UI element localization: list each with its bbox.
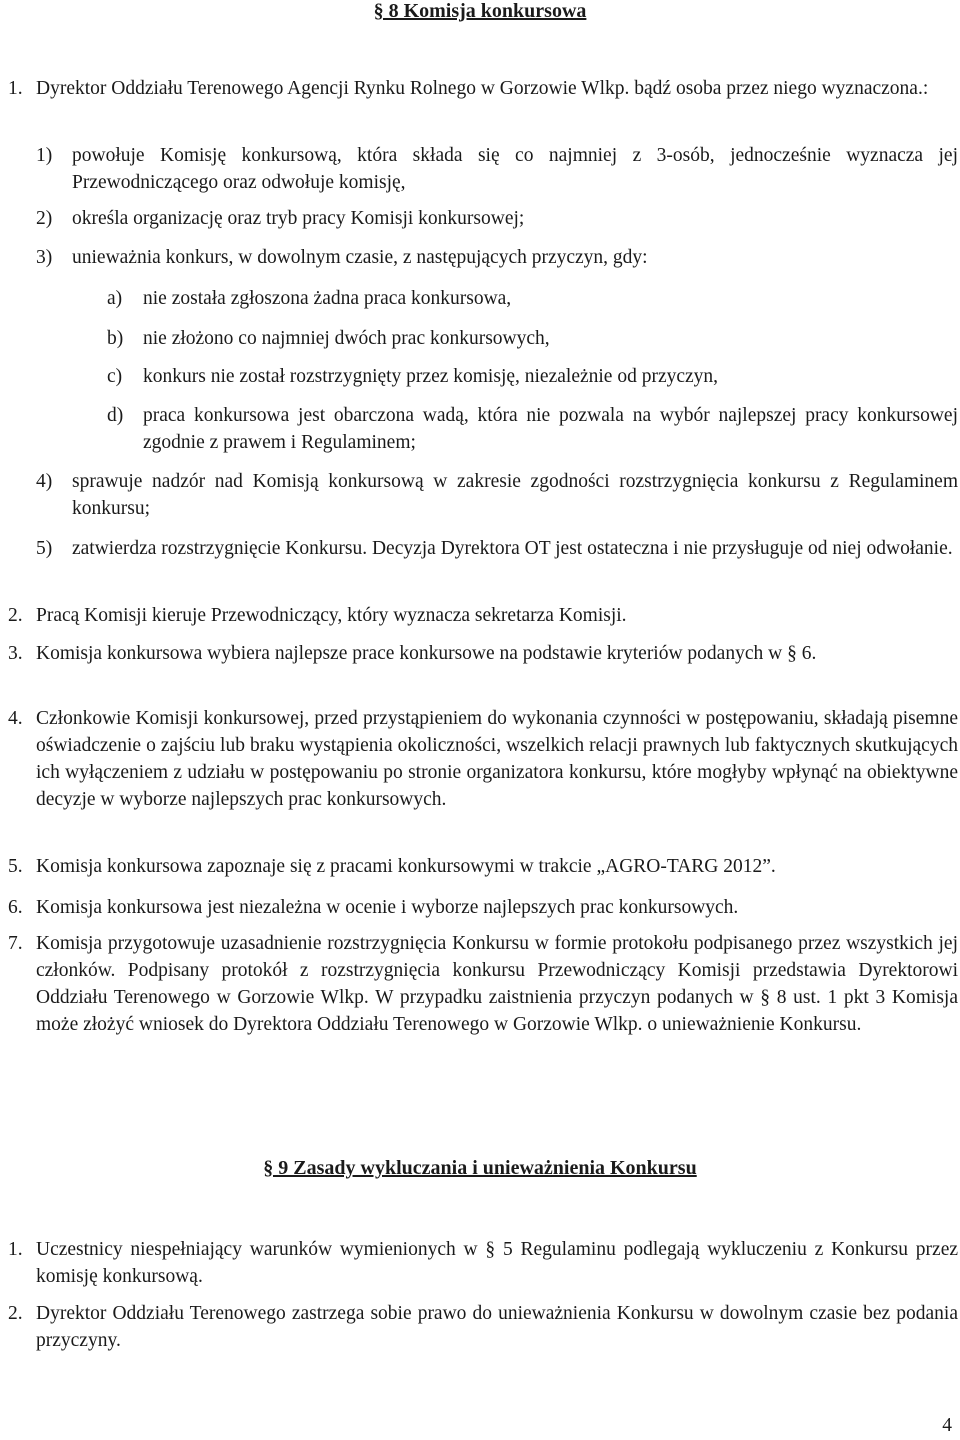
s8-item-6-number: 6. xyxy=(8,897,23,918)
s8-item-1-3-b-text: nie złożono co najmniej dwóch prac konkursowych, xyxy=(143,328,550,349)
s8-item-5-text: Komisja konkursowa zapoznaje się z pracami konkursowymi w trakcie „AGRO-TARG 2012”. xyxy=(36,856,776,877)
s8-item-1-1-text: powołuje Komisję konkursową, która składa się co najmniej z 3-osób, jednocześnie wyznacza jej Przewodniczącego oraz odwołuje komisję, xyxy=(72,145,958,193)
s9-item-1 xyxy=(8,1236,958,1290)
s8-item-1-3-c-text: konkurs nie został rozstrzygnięty przez komisję, niezależnie od przyczyn, xyxy=(143,366,719,387)
s8-item-4-text: Członkowie Komisji konkursowej, przed przystąpieniem do wykonania czynności w postępowaniu, składają pisemne oświadczenie o zajściu lub braku wystąpienia okoliczności, wszelkich relacji prawnych lub faktycznych skutkujących ich wyłączeniem z udziału w postępowaniu po stronie organizatora konkursu, które mogłyby wpłynąć na obiektywne decyzje w wyborze najlepszych prac konkursowych. xyxy=(36,708,958,810)
s8-item-3 xyxy=(8,640,958,667)
s8-item-5-number: 5. xyxy=(8,856,23,877)
s8-item-2-number: 2. xyxy=(8,605,23,626)
s8-item-1-5-number: 5) xyxy=(36,538,53,559)
s8-item-1-3-a-text: nie została zgłoszona żadna praca konkursowa, xyxy=(143,288,512,309)
s8-item-1-3-b-letter: b) xyxy=(107,328,124,349)
s9-item-2 xyxy=(8,1300,958,1354)
s8-item-4 xyxy=(8,705,958,813)
s8-item-1-3-d xyxy=(107,402,958,456)
s8-item-7-number: 7. xyxy=(8,933,23,954)
s9-item-2-text: Dyrektor Oddziału Terenowego zastrzega sobie prawo do unieważnienia Konkursu w dowolnym czasie bez podania przyczyny. xyxy=(36,1303,958,1351)
s9-item-1-number: 1. xyxy=(8,1239,23,1260)
s8-item-2 xyxy=(8,602,958,629)
s9-item-1-text: Uczestnicy niespełniający warunków wymienionych w § 5 Regulaminu podlegają wykluczeniu z Konkursu przez komisję konkursową. xyxy=(36,1239,958,1287)
s8-item-1-2-text: określa organizację oraz tryb pracy Komisji konkursowej; xyxy=(72,208,525,229)
s8-item-6-text: Komisja konkursowa jest niezależna w ocenie i wyborze najlepszych prac konkursowych. xyxy=(36,897,739,918)
s8-item-2-text: Pracą Komisji kieruje Przewodniczący, który wyznacza sekretarza Komisji. xyxy=(36,605,627,626)
s8-item-1-1 xyxy=(36,142,958,196)
s8-item-1-3-c-letter: c) xyxy=(107,366,123,387)
s8-item-1-4 xyxy=(36,468,958,522)
s8-item-1-3-b xyxy=(107,325,958,352)
s8-item-1-1-number: 1) xyxy=(36,145,53,166)
s8-item-7-text: Komisja przygotowuje uzasadnienie rozstrzygnięcia Konkursu w formie protokołu podpisanego przez wszystkich jej członków. Podpisany protokół z rozstrzygnięcia konkursu Przewodniczący Komisji przedstawia Dyrektorowi Oddziału Terenowego w Gorzowie Wlkp. W przypadku zaistnienia przyczyn podanych w § 8 ust. 1 pkt 3 Komisja może złożyć wniosek do Dyrektora Oddziału Terenowego w Gorzowie Wlkp. o unieważnienie Konkursu. xyxy=(36,933,958,1035)
page-number: 4 xyxy=(942,1415,952,1436)
s8-item-1-3-d-letter: d) xyxy=(107,405,124,426)
s8-item-1-3-c xyxy=(107,363,958,390)
s8-item-1-3-a xyxy=(107,285,958,312)
s8-item-1-3-text: unieważnia konkurs, w dowolnym czasie, z następujących przyczyn, gdy: xyxy=(72,247,648,268)
s8-item-1-3-d-text: praca konkursowa jest obarczona wadą, która nie pozwala na wybór najlepszej pracy konkursowej zgodnie z prawem i Regulaminem; xyxy=(143,405,958,453)
s8-item-1-4-text: sprawuje nadzór nad Komisją konkursową w zakresie zgodności rozstrzygnięcia konkursu z Regulaminem konkursu; xyxy=(72,471,958,519)
s8-item-1-text: Dyrektor Oddziału Terenowego Agencji Rynku Rolnego w Gorzowie Wlkp. bądź osoba przez niego wyznaczona.: xyxy=(36,78,929,99)
s8-item-1-number: 1. xyxy=(8,78,23,99)
s9-item-2-number: 2. xyxy=(8,1303,23,1324)
s8-item-1 xyxy=(8,75,958,102)
s8-item-1-3-a-letter: a) xyxy=(107,288,123,309)
s8-item-1-3-number: 3) xyxy=(36,247,53,268)
s8-item-1-3 xyxy=(36,244,958,271)
s8-item-6 xyxy=(8,894,958,921)
section-8-heading: § 8 Komisja konkursowa xyxy=(373,0,587,22)
s8-item-7 xyxy=(8,930,958,1038)
s8-item-1-5 xyxy=(36,535,958,562)
s8-item-1-5-text: zatwierdza rozstrzygnięcie Konkursu. Decyzja Dyrektora OT jest ostateczna i nie przysługuje od niej odwołanie. xyxy=(72,538,953,559)
s8-item-1-2-number: 2) xyxy=(36,208,53,229)
s8-item-3-text: Komisja konkursowa wybiera najlepsze prace konkursowe na podstawie kryteriów podanych w § 6. xyxy=(36,643,817,664)
s8-item-1-2 xyxy=(36,205,958,232)
s8-item-3-number: 3. xyxy=(8,643,23,664)
section-9-heading: § 9 Zasady wykluczania i unieważnienia Konkursu xyxy=(263,1157,697,1179)
s8-item-1-4-number: 4) xyxy=(36,471,53,492)
s8-item-5 xyxy=(8,853,958,880)
s8-item-4-number: 4. xyxy=(8,708,23,729)
